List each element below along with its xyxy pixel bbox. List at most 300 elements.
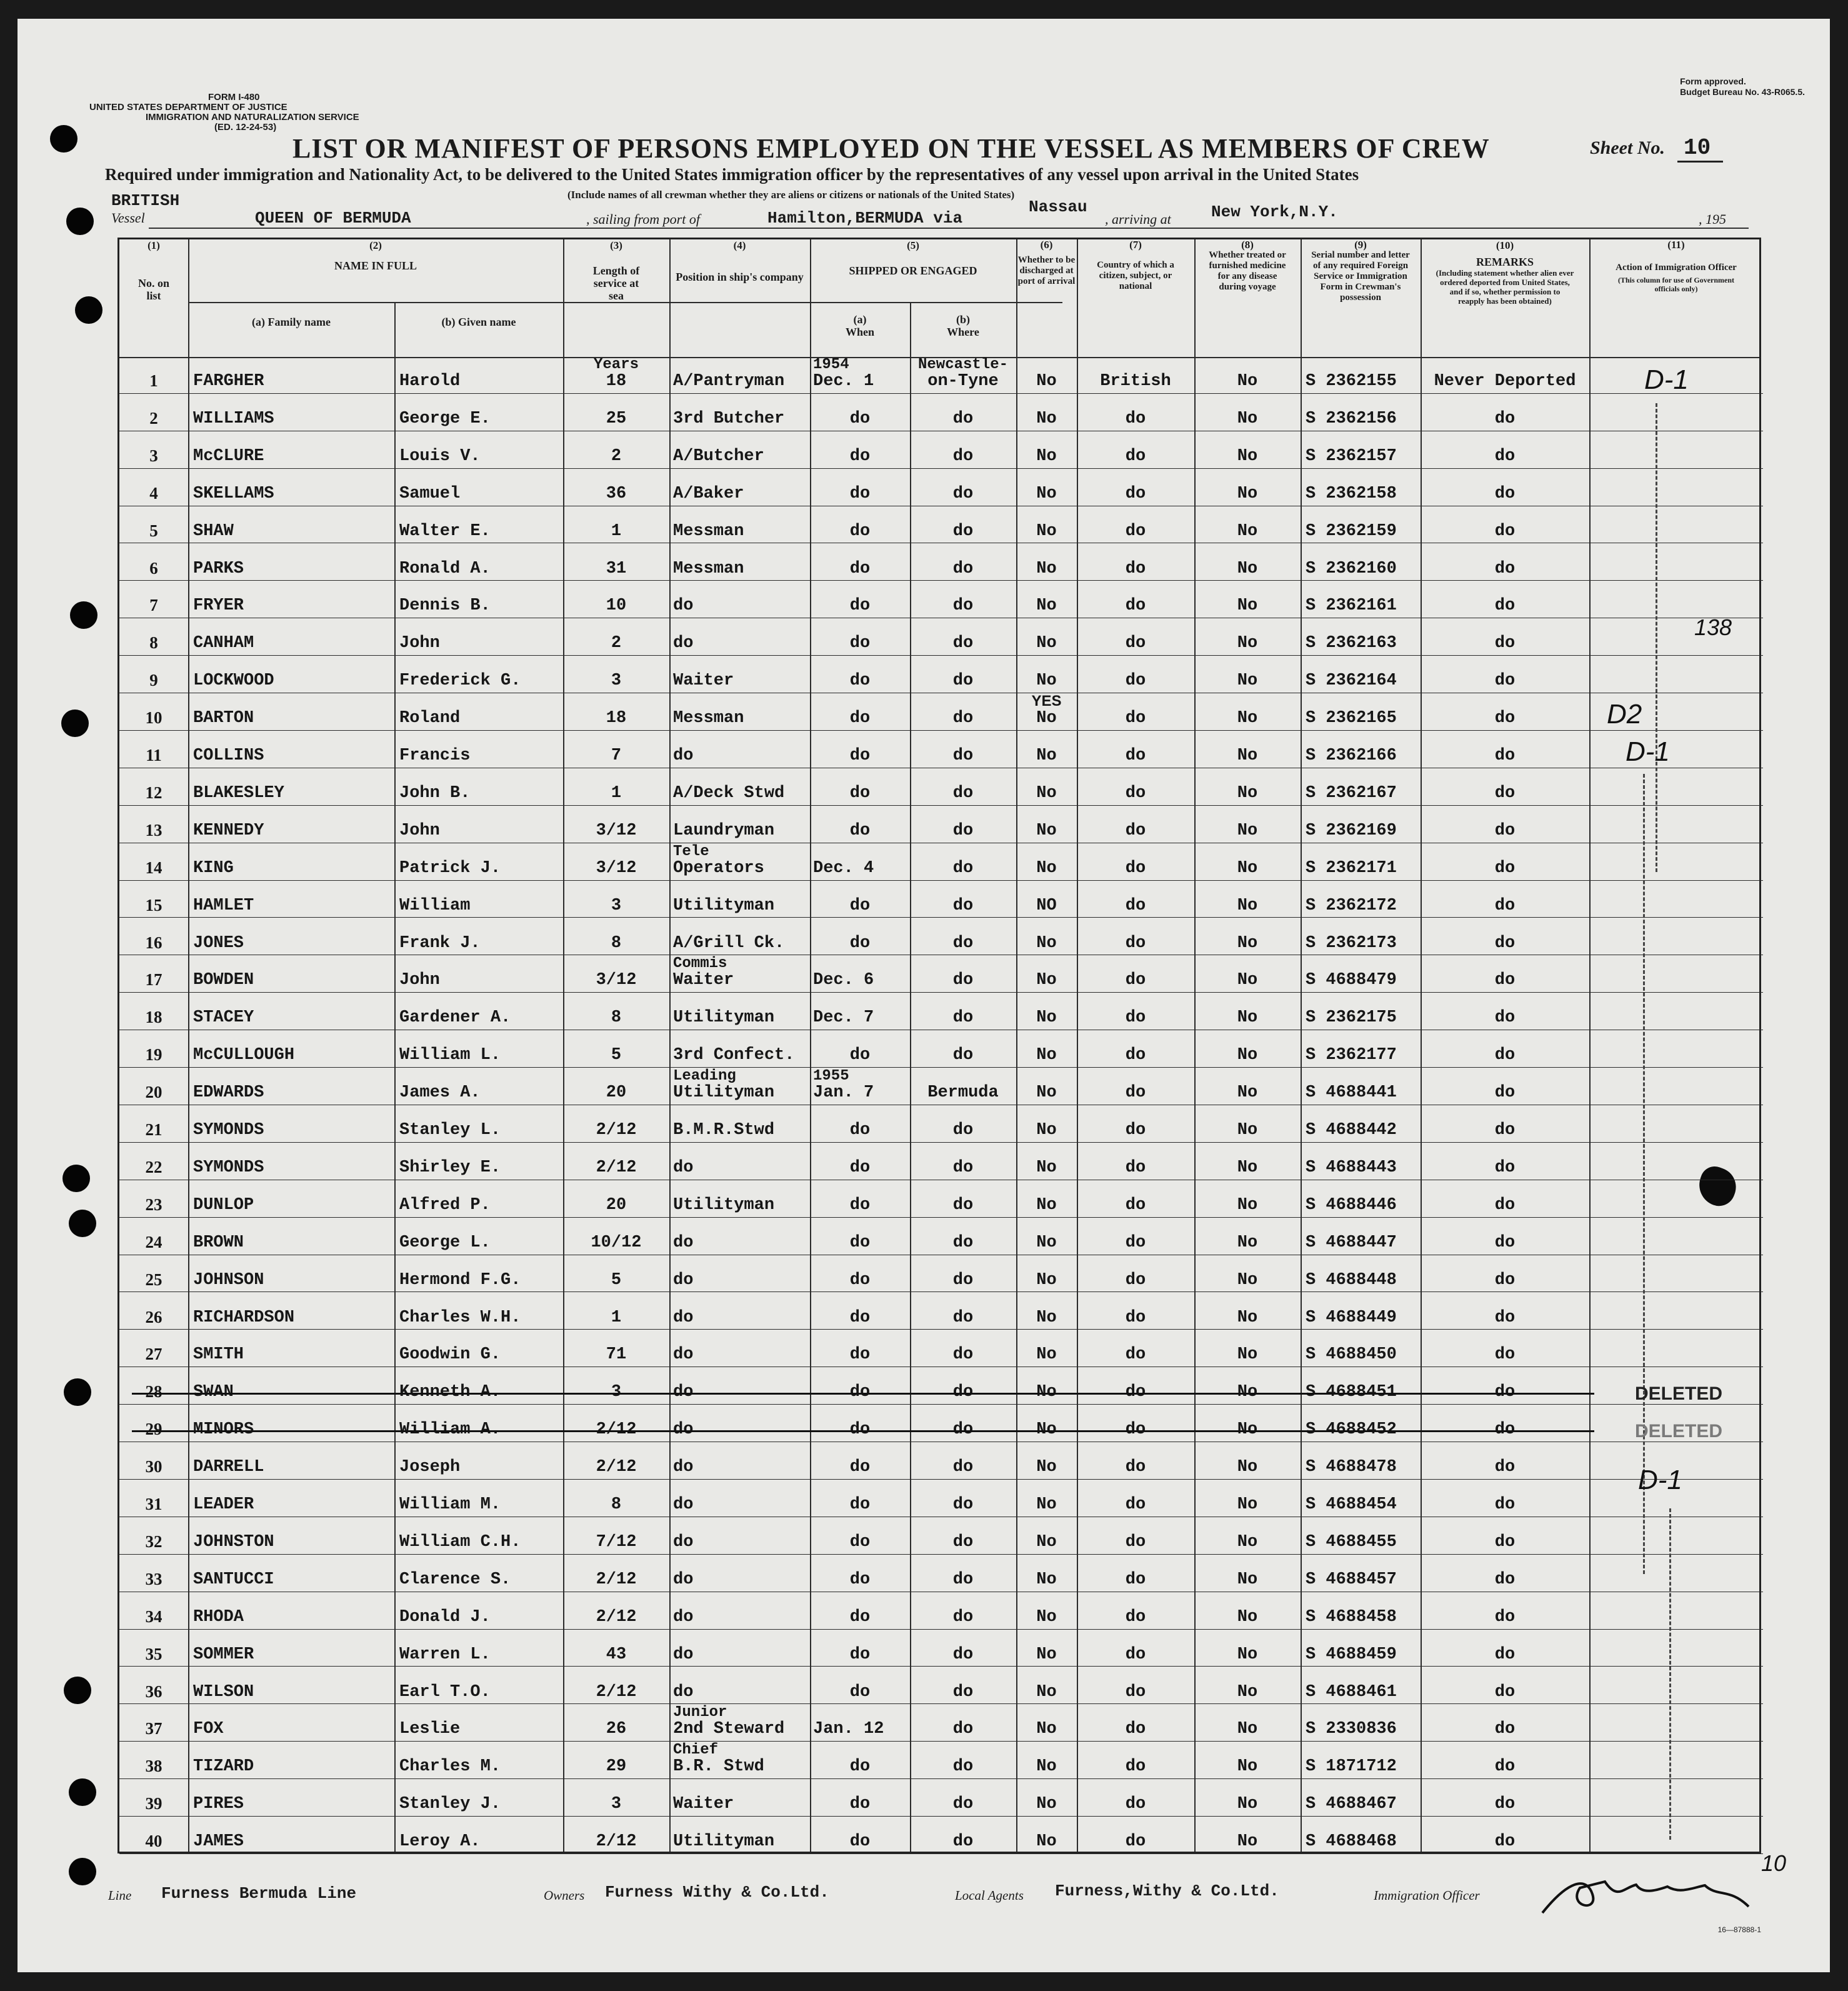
crew-row: [119, 1068, 1763, 1106]
cell-given: George E.: [399, 409, 491, 428]
vessel-name: QUEEN OF BERMUDA: [255, 209, 411, 228]
row-rule: [119, 805, 1763, 806]
cell-no: 6: [149, 558, 158, 578]
cell-country: do: [1125, 484, 1146, 503]
cell-given: John: [399, 821, 440, 840]
cell-discharge: No: [1036, 484, 1057, 503]
cell-remarks: do: [1494, 671, 1516, 691]
cell-remarks: do: [1494, 1495, 1516, 1514]
sheet-label: Sheet No.: [1590, 138, 1665, 158]
cell-position: A/Butcher: [673, 446, 764, 466]
cell-discharge: No: [1036, 446, 1057, 466]
officer-label: Immigration Officer: [1374, 1888, 1480, 1903]
cell-service: 2/12: [596, 1570, 637, 1589]
cell-service: 25: [606, 409, 627, 428]
cell-discharge: No: [1036, 521, 1057, 541]
cell-given: Hermond F.G.: [399, 1270, 521, 1290]
punch-hole: [69, 1778, 96, 1806]
cell-given: Walter E.: [399, 521, 491, 541]
cell-family: FRYER: [193, 596, 244, 616]
sheet-number: [1590, 135, 1723, 161]
row-rule: [119, 730, 1763, 731]
crew-row: [119, 1630, 1763, 1668]
cell-medicine: No: [1237, 446, 1258, 466]
cell-serial: S 4688450: [1306, 1345, 1397, 1365]
row-rule: [119, 1291, 1763, 1292]
owners-label: Owners: [544, 1888, 585, 1903]
cell-given: Leslie: [399, 1720, 461, 1739]
cell-no: 22: [145, 1157, 162, 1176]
cell-when: do: [849, 1158, 871, 1177]
cell-where: do: [952, 1158, 974, 1177]
header-col2b: (b) Given name: [441, 316, 516, 328]
cell-service: 2/12: [596, 1832, 637, 1852]
row-rule: [119, 1853, 1763, 1854]
cell-when: do: [849, 1532, 871, 1552]
cell-where: do: [952, 746, 974, 765]
crew-row: [119, 806, 1763, 844]
cell-where: do: [952, 1458, 974, 1477]
cell-remarks: do: [1494, 1570, 1516, 1589]
cell-remarks: do: [1494, 858, 1516, 878]
crew-row: [119, 844, 1763, 881]
header-text: NAME IN FULL: [334, 259, 417, 272]
manifest-sheet: [17, 19, 1830, 1972]
cell-serial: S 2362159: [1306, 521, 1397, 541]
cell-discharge: No: [1036, 1233, 1057, 1252]
row-rule: [119, 1666, 1763, 1667]
crew-row: [119, 1443, 1763, 1480]
cell-when: Dec. 7: [813, 1008, 874, 1028]
cell-discharge: No: [1036, 1795, 1057, 1814]
cell-serial: S 4688451: [1306, 1383, 1397, 1402]
cell-where: do: [952, 896, 974, 915]
cell-medicine: No: [1237, 1795, 1258, 1814]
cell-no: 14: [145, 858, 162, 877]
crew-row: [119, 919, 1763, 956]
vessel-flag: BRITISH: [111, 191, 180, 210]
cell-medicine: No: [1237, 821, 1258, 840]
row-rule: [119, 1778, 1763, 1779]
cell-medicine: No: [1237, 634, 1258, 653]
cell-medicine: No: [1237, 1308, 1258, 1327]
cell-discharge: No: [1036, 1195, 1057, 1215]
cell-service: 3: [611, 1383, 622, 1402]
cell-position: B.R. Stwd: [673, 1757, 764, 1777]
cell-family: EDWARDS: [193, 1083, 264, 1103]
cell-no: 29: [145, 1420, 162, 1439]
sailing-label: , sailing from port of: [586, 211, 700, 227]
cell-given: Harold: [399, 372, 461, 391]
crew-row: [119, 1480, 1763, 1518]
crew-row: [119, 1106, 1763, 1143]
cell-remarks: do: [1494, 521, 1516, 541]
cell-no: 35: [145, 1644, 162, 1663]
cell-family: SANTUCCI: [193, 1570, 274, 1589]
cell-when: do: [849, 1046, 871, 1065]
cell-position: Messman: [673, 521, 744, 541]
cell-family: MINORS: [193, 1420, 254, 1440]
cell-serial: S 2362156: [1306, 409, 1397, 428]
cell-when: do: [849, 1121, 871, 1140]
col-number: (4): [733, 239, 746, 251]
vessel-label: Vessel: [111, 210, 145, 226]
cell-country: do: [1125, 1383, 1146, 1402]
crew-row: [119, 881, 1763, 919]
cell-family: JONES: [193, 933, 244, 953]
cell-family: RHODA: [193, 1607, 244, 1627]
cell-where: do: [952, 821, 974, 840]
approval-line: Form approved.: [1680, 76, 1746, 86]
cell-no: 10: [145, 708, 162, 728]
row-rule: [119, 917, 1763, 918]
cell-no: 2: [149, 408, 158, 428]
form-title: LIST OR MANIFEST OF PERSONS EMPLOYED ON THE VESSEL AS MEMBERS OF CREW: [292, 133, 1490, 164]
cell-family: WILSON: [193, 1682, 254, 1702]
punch-hole: [64, 1378, 91, 1406]
cell-remarks: do: [1494, 709, 1516, 728]
cell-medicine: No: [1237, 521, 1258, 541]
punch-hole: [50, 125, 77, 153]
cell-position: do: [673, 596, 694, 616]
cell-discharge: No: [1036, 1383, 1057, 1402]
cell-country: do: [1125, 1195, 1146, 1215]
cell-discharge: No: [1036, 1720, 1057, 1739]
cell-country: do: [1125, 1757, 1146, 1777]
col-number: (1): [147, 239, 160, 251]
cell-discharge: No: [1036, 1570, 1057, 1589]
cell-position: do: [673, 1458, 694, 1477]
crew-row: [119, 357, 1763, 394]
cell-remarks: do: [1494, 1420, 1516, 1440]
cell-country: do: [1125, 559, 1146, 578]
cell-where: do: [952, 1757, 974, 1777]
crew-row: [119, 1293, 1763, 1331]
cell-where: do: [952, 1233, 974, 1252]
cell-medicine: No: [1237, 1682, 1258, 1702]
cell-when: Jan. 7: [813, 1083, 874, 1103]
col-number: (9): [1354, 239, 1367, 251]
header-col10: [1421, 239, 1589, 306]
cell-when: do: [849, 521, 871, 541]
cell-service: 10: [606, 596, 627, 616]
cell-service: 43: [606, 1645, 627, 1664]
cell-discharge: No: [1036, 372, 1057, 391]
cell-position: do: [673, 1495, 694, 1514]
punch-hole: [75, 296, 102, 324]
cell-no: 30: [145, 1457, 162, 1477]
cell-discharge-note: YES: [1031, 693, 1062, 710]
cell-where: do: [952, 521, 974, 541]
cell-service: 18: [606, 709, 627, 728]
cell-country: do: [1125, 1795, 1146, 1814]
header-col11: [1589, 239, 1763, 293]
cell-service: 3/12: [596, 821, 637, 840]
cell-given: Alfred P.: [399, 1195, 491, 1215]
crew-row: [119, 394, 1763, 432]
cell-service: 3/12: [596, 858, 637, 878]
cell-position: do: [673, 1532, 694, 1552]
cell-serial: S 4688467: [1306, 1795, 1397, 1814]
cell-service: 8: [611, 1495, 622, 1514]
cell-family: SHAW: [193, 521, 234, 541]
cell-discharge: No: [1036, 709, 1057, 728]
cell-position: Messman: [673, 709, 744, 728]
cell-serial: S 2362171: [1306, 858, 1397, 878]
cell-where: do: [952, 783, 974, 803]
cell-where: do: [952, 709, 974, 728]
row-rule: [119, 1554, 1763, 1555]
cell-no: 12: [145, 783, 162, 802]
cell-position: A/Pantryman: [673, 372, 785, 391]
cell-position-top: Leading: [673, 1068, 736, 1085]
cell-no: 9: [149, 671, 158, 690]
punch-hole: [62, 1165, 90, 1192]
cell-no: 28: [145, 1382, 162, 1402]
header-text: Action of Immigration Officer: [1616, 263, 1737, 273]
cell-country: do: [1125, 746, 1146, 765]
cell-serial: S 2362165: [1306, 709, 1397, 728]
officer-signature: [1530, 1869, 1767, 1925]
cell-medicine: No: [1237, 933, 1258, 953]
cell-when: Dec. 4: [813, 858, 874, 878]
cell-country: do: [1125, 858, 1146, 878]
cell-position: do: [673, 1158, 694, 1177]
cell-discharge: No: [1036, 671, 1057, 691]
header-text: Serial number and letter of any required Foreign Service or Immigration Form in Crewman's possession: [1311, 250, 1410, 303]
cell-medicine: No: [1237, 896, 1258, 915]
row-rule: [119, 655, 1763, 656]
cell-serial: S 4688449: [1306, 1308, 1397, 1327]
cell-serial: S 2330836: [1306, 1720, 1397, 1739]
header-col5a: (a) When: [845, 313, 874, 338]
cell-discharge: NO: [1036, 896, 1057, 915]
cell-where: do: [952, 1383, 974, 1402]
cell-where: do: [952, 484, 974, 503]
header-col9: [1301, 239, 1421, 303]
cell-country: do: [1125, 409, 1146, 428]
cell-discharge: No: [1036, 1420, 1057, 1440]
cell-medicine: No: [1237, 596, 1258, 616]
header-col1: [119, 239, 188, 302]
crew-row: [119, 432, 1763, 469]
cell-no: 33: [145, 1569, 162, 1588]
cell-position: Operators: [673, 858, 764, 878]
cell-serial: S 4688458: [1306, 1607, 1397, 1627]
cell-given: Stanley J.: [399, 1795, 501, 1814]
punch-hole: [61, 710, 89, 737]
cell-remarks: do: [1494, 971, 1516, 990]
cell-country: do: [1125, 1233, 1146, 1252]
cell-medicine: No: [1237, 1158, 1258, 1177]
cell-remarks: do: [1494, 446, 1516, 466]
cell-discharge: No: [1036, 933, 1057, 953]
cell-where: do: [952, 1345, 974, 1365]
cell-discharge: No: [1036, 409, 1057, 428]
row-rule: [119, 580, 1763, 581]
cell-position: do: [673, 1645, 694, 1664]
cell-position: do: [673, 634, 694, 653]
cell-remarks: do: [1494, 1046, 1516, 1065]
cell-where: do: [952, 409, 974, 428]
cell-position: 2nd Steward: [673, 1720, 785, 1739]
cell-remarks: do: [1494, 1158, 1516, 1177]
cell-no: 21: [145, 1120, 162, 1139]
cell-service: 36: [606, 484, 627, 503]
cell-no: 31: [145, 1495, 162, 1513]
header-text: SHIPPED OR ENGAGED: [849, 264, 977, 277]
cell-country: do: [1125, 1495, 1146, 1514]
cell-discharge: No: [1036, 1345, 1057, 1365]
header-col8: [1194, 239, 1301, 293]
cell-discharge: No: [1036, 1458, 1057, 1477]
crew-row: [119, 1031, 1763, 1068]
col-number: (2): [369, 239, 382, 251]
cell-medicine: No: [1237, 1532, 1258, 1552]
cell-country: do: [1125, 821, 1146, 840]
cell-family: SYMONDS: [193, 1121, 264, 1140]
cell-where: do: [952, 1420, 974, 1440]
cell-country: do: [1125, 1532, 1146, 1552]
cell-where: do: [952, 1532, 974, 1552]
owners-value: Furness Withy & Co.Ltd.: [605, 1883, 829, 1902]
cell-country: do: [1125, 1458, 1146, 1477]
cell-service: 3: [611, 671, 622, 691]
row-rule: [119, 1217, 1763, 1218]
row-rule: [119, 393, 1763, 394]
cell-when: do: [849, 1682, 871, 1702]
cell-no: 13: [145, 820, 162, 840]
punch-hole: [69, 1210, 96, 1237]
cell-serial: S 4688448: [1306, 1270, 1397, 1290]
cell-given: John B.: [399, 783, 471, 803]
cell-position: do: [673, 1308, 694, 1327]
cell-remarks: do: [1494, 1682, 1516, 1702]
deleted-stamp: DELETED: [1635, 1383, 1723, 1404]
cell-medicine: No: [1237, 409, 1258, 428]
cell-no: 4: [149, 483, 158, 503]
crew-row: [119, 1368, 1763, 1405]
crew-row: [119, 1518, 1763, 1555]
bracket-line: [1643, 774, 1645, 1574]
header-col2a: (a) Family name: [252, 316, 331, 328]
header-col5b: (b) Where: [947, 313, 979, 338]
cell-country: do: [1125, 709, 1146, 728]
cell-serial: S 4688442: [1306, 1121, 1397, 1140]
cell-country: do: [1125, 1570, 1146, 1589]
cell-position: do: [673, 1682, 694, 1702]
cell-serial: S 2362175: [1306, 1008, 1397, 1028]
cell-remarks: do: [1494, 1233, 1516, 1252]
arriving-port: New York,N.Y.: [1211, 203, 1338, 221]
cell-no: 37: [145, 1719, 162, 1738]
cell-remarks: do: [1494, 559, 1516, 578]
cell-given: William L.: [399, 1046, 501, 1065]
d1-annotation: D-1: [1644, 364, 1689, 395]
cell-family: FOX: [193, 1720, 224, 1739]
cell-serial: S 2362166: [1306, 746, 1397, 765]
cell-medicine: No: [1237, 1008, 1258, 1028]
cell-position: do: [673, 1270, 694, 1290]
cell-medicine: No: [1237, 1233, 1258, 1252]
cell-country: do: [1125, 896, 1146, 915]
cell-no: 16: [145, 933, 162, 952]
cell-medicine: No: [1237, 1757, 1258, 1777]
header-col3: [563, 239, 669, 302]
cell-medicine: No: [1237, 1832, 1258, 1852]
cell-country: do: [1125, 971, 1146, 990]
cell-where: do: [952, 671, 974, 691]
cell-medicine: No: [1237, 1645, 1258, 1664]
cell-where: do: [952, 1832, 974, 1852]
cell-serial: S 2362172: [1306, 896, 1397, 915]
cell-given: Francis: [399, 746, 471, 765]
footer: [92, 1882, 1780, 1919]
cell-position: Utilityman: [673, 896, 775, 915]
cell-no: 8: [149, 633, 158, 653]
cell-family: SMITH: [193, 1345, 244, 1365]
approval-line: Budget Bureau No. 43-R065.5.: [1680, 87, 1805, 97]
cell-family: McCULLOUGH: [193, 1046, 295, 1065]
cell-family: SYMONDS: [193, 1158, 264, 1177]
cell-country: do: [1125, 1832, 1146, 1852]
cell-position-top: Chief: [673, 1742, 719, 1759]
count-annotation: 10: [1761, 1850, 1787, 1876]
crew-row: [119, 1742, 1763, 1780]
cell-when: do: [849, 1795, 871, 1814]
cell-given: Ronald A.: [399, 559, 491, 578]
cell-when: do: [849, 484, 871, 503]
cell-remarks: do: [1494, 933, 1516, 953]
cell-family: JAMES: [193, 1832, 244, 1852]
cell-position: 3rd Butcher: [673, 409, 785, 428]
cell-serial: S 2362173: [1306, 933, 1397, 953]
cell-medicine: No: [1237, 1121, 1258, 1140]
row-rule: [119, 1816, 1763, 1817]
col-number: (8): [1241, 239, 1254, 251]
cell-when: do: [849, 709, 871, 728]
col-number: (6): [1040, 239, 1053, 251]
cell-remarks: do: [1494, 1645, 1516, 1664]
cell-country: do: [1125, 1008, 1146, 1028]
cell-medicine: No: [1237, 372, 1258, 391]
cell-position-top: Tele: [673, 843, 709, 860]
cell-given: William A.: [399, 1420, 501, 1440]
cell-discharge: No: [1036, 783, 1057, 803]
crew-row: [119, 619, 1763, 656]
cell-position: Waiter: [673, 1795, 734, 1814]
cell-serial: S 2362158: [1306, 484, 1397, 503]
cell-serial: S 2362164: [1306, 671, 1397, 691]
cell-remarks: do: [1494, 1458, 1516, 1477]
cell-remarks: do: [1494, 821, 1516, 840]
cell-position: Messman: [673, 559, 744, 578]
cell-where: on-Tyne: [927, 372, 999, 391]
header-text: Position in ship's company: [676, 271, 804, 283]
cell-position: Waiter: [673, 671, 734, 691]
cell-family: PARKS: [193, 559, 244, 578]
header-text: REMARKS: [1476, 256, 1534, 268]
crew-row: [119, 1181, 1763, 1218]
cell-discharge: No: [1036, 1607, 1057, 1627]
cell-position: Utilityman: [673, 1832, 775, 1852]
cell-no: 25: [145, 1270, 162, 1289]
row-strikethrough: [132, 1393, 1594, 1395]
cell-when: do: [849, 559, 871, 578]
header-divider: [810, 302, 1011, 303]
agency-line: IMMIGRATION AND NATURALIZATION SERVICE: [146, 112, 359, 123]
row-strikethrough: [132, 1430, 1594, 1432]
